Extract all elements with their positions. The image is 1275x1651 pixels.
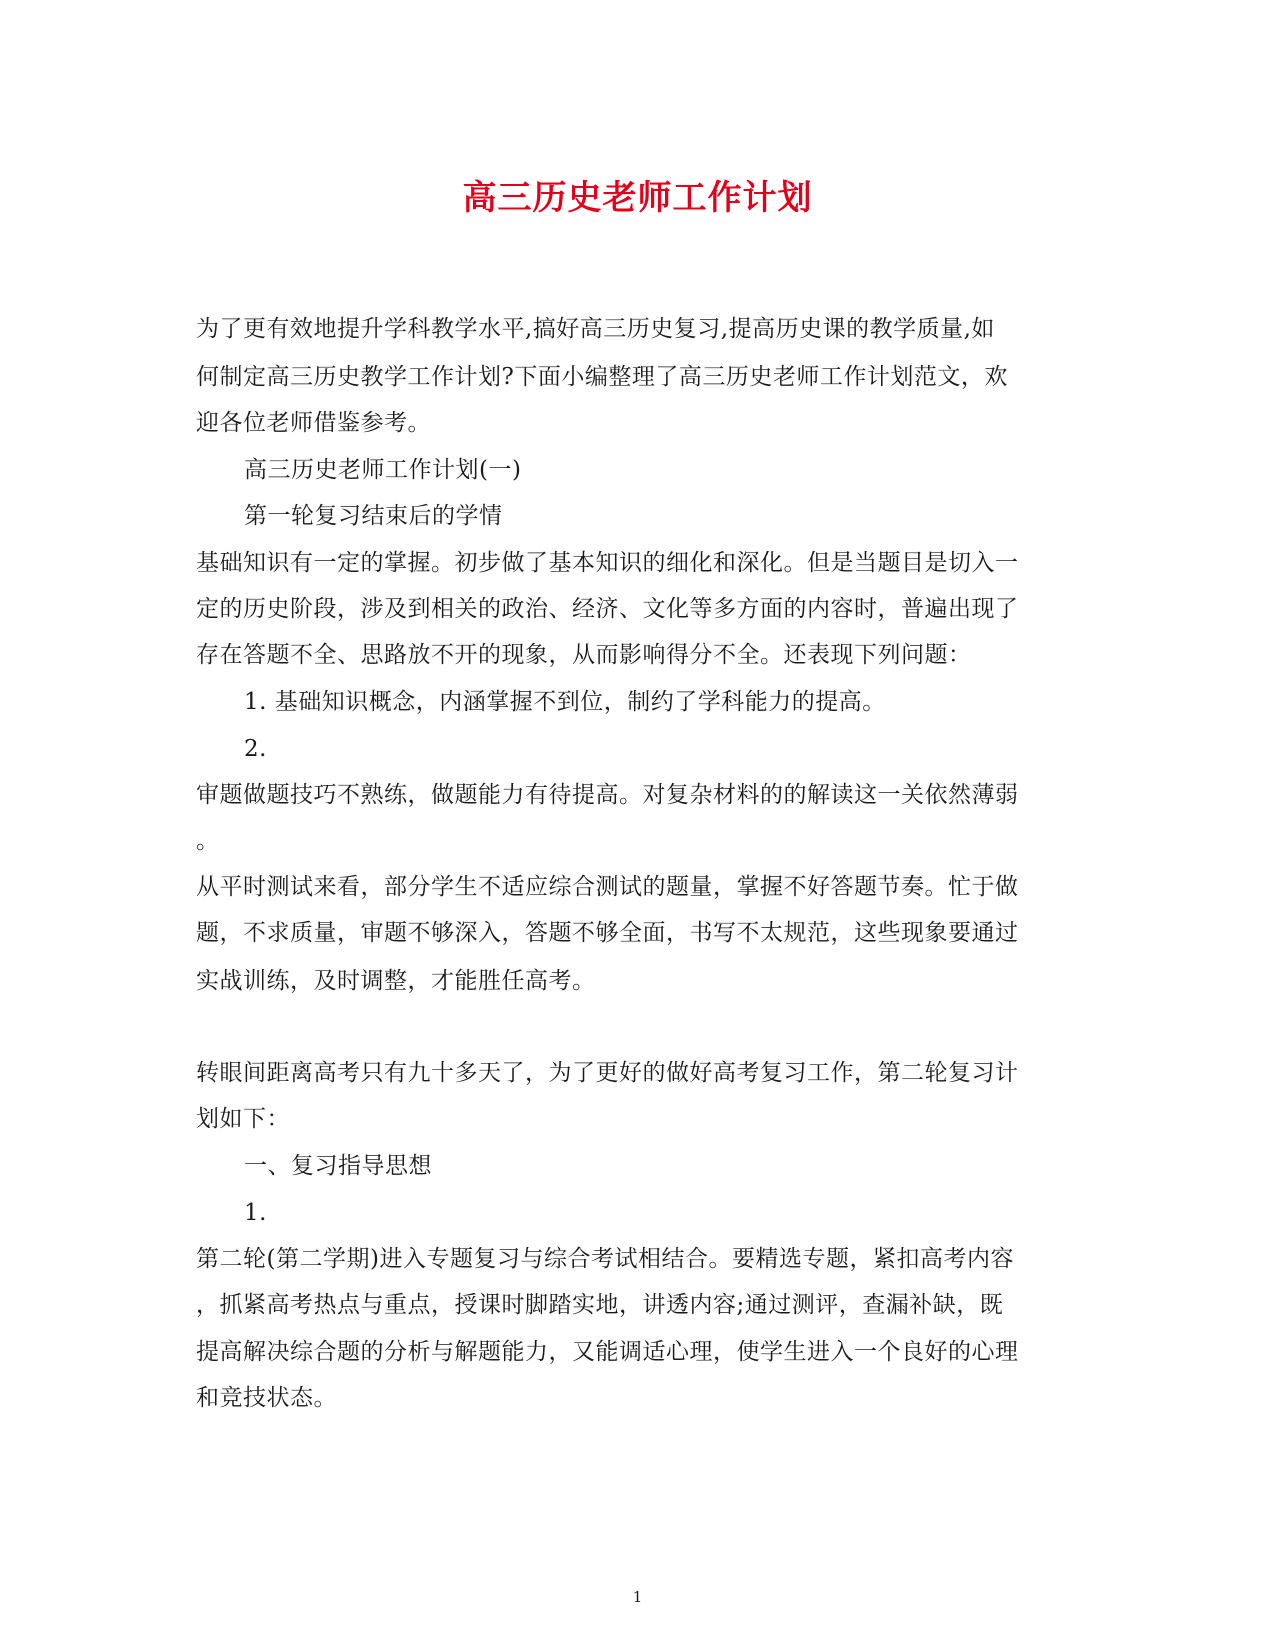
- paragraph-line: 实战训练，及时调整，才能胜任高考。: [196, 968, 596, 994]
- paragraph-line: 第二轮(第二学期)进入专题复习与综合考试相结合。要精选专题，紧扣高考内容: [196, 1246, 1014, 1272]
- section-heading: 一、复习指导思想: [244, 1153, 432, 1179]
- paragraph-line: 存在答题不全、思路放不开的现象，从而影响得分不全。还表现下列问题：: [196, 642, 972, 668]
- paragraph-line: 为了更有效地提升学科教学水平,搞好高三历史复习,提高历史课的教学质量,如: [196, 316, 995, 342]
- document-title: 高三历史老师工作计划: [462, 178, 813, 218]
- paragraph-line: 转眼间距离高考只有九十多天了，为了更好的做好高考复习工作，第二轮复习计: [196, 1060, 1019, 1086]
- paragraph-line: 提高解决综合题的分析与解题能力，又能调适心理，使学生进入一个良好的心理: [196, 1339, 1019, 1365]
- paragraph-line: 。: [196, 828, 220, 854]
- paragraph-line: 定的历史阶段，涉及到相关的政治、经济、文化等多方面的内容时，普遍出现了: [196, 596, 1019, 622]
- paragraph-line: 审题做题技巧不熟练，做题能力有待提高。对复杂材料的的解读这一关依然薄弱: [196, 782, 1019, 808]
- paragraph-line: 和竞技状态。: [196, 1385, 337, 1411]
- paragraph-line: 从平时测试来看，部分学生不适应综合测试的题量，掌握不好答题节奏。忙于做: [196, 874, 1019, 900]
- paragraph-line: 迎各位老师借鉴参考。: [196, 410, 431, 436]
- paragraph-line: 题，不求质量，审题不够深入，答题不够全面，书写不太规范，这些现象要通过: [196, 920, 1019, 946]
- paragraph-line: 何制定高三历史教学工作计划?下面小编整理了高三历史老师工作计划范文，欢: [196, 364, 1008, 390]
- paragraph-line: 基础知识有一定的掌握。初步做了基本知识的细化和深化。但是当题目是切入一: [196, 550, 1019, 576]
- page-number: 1: [632, 1588, 643, 1606]
- list-item: 1.: [244, 1200, 267, 1226]
- paragraph-line: ，抓紧高考热点与重点，授课时脚踏实地，讲透内容;通过测评，查漏补缺，既: [196, 1292, 1004, 1318]
- paragraph-line: 第一轮复习结束后的学情: [244, 503, 503, 529]
- list-item: 1. 基础知识概念，内涵掌握不到位，制约了学科能力的提高。: [244, 689, 886, 715]
- paragraph-line: 划如下：: [196, 1106, 290, 1132]
- list-item: 2.: [244, 736, 267, 762]
- section-heading: 高三历史老师工作计划(一): [244, 457, 522, 483]
